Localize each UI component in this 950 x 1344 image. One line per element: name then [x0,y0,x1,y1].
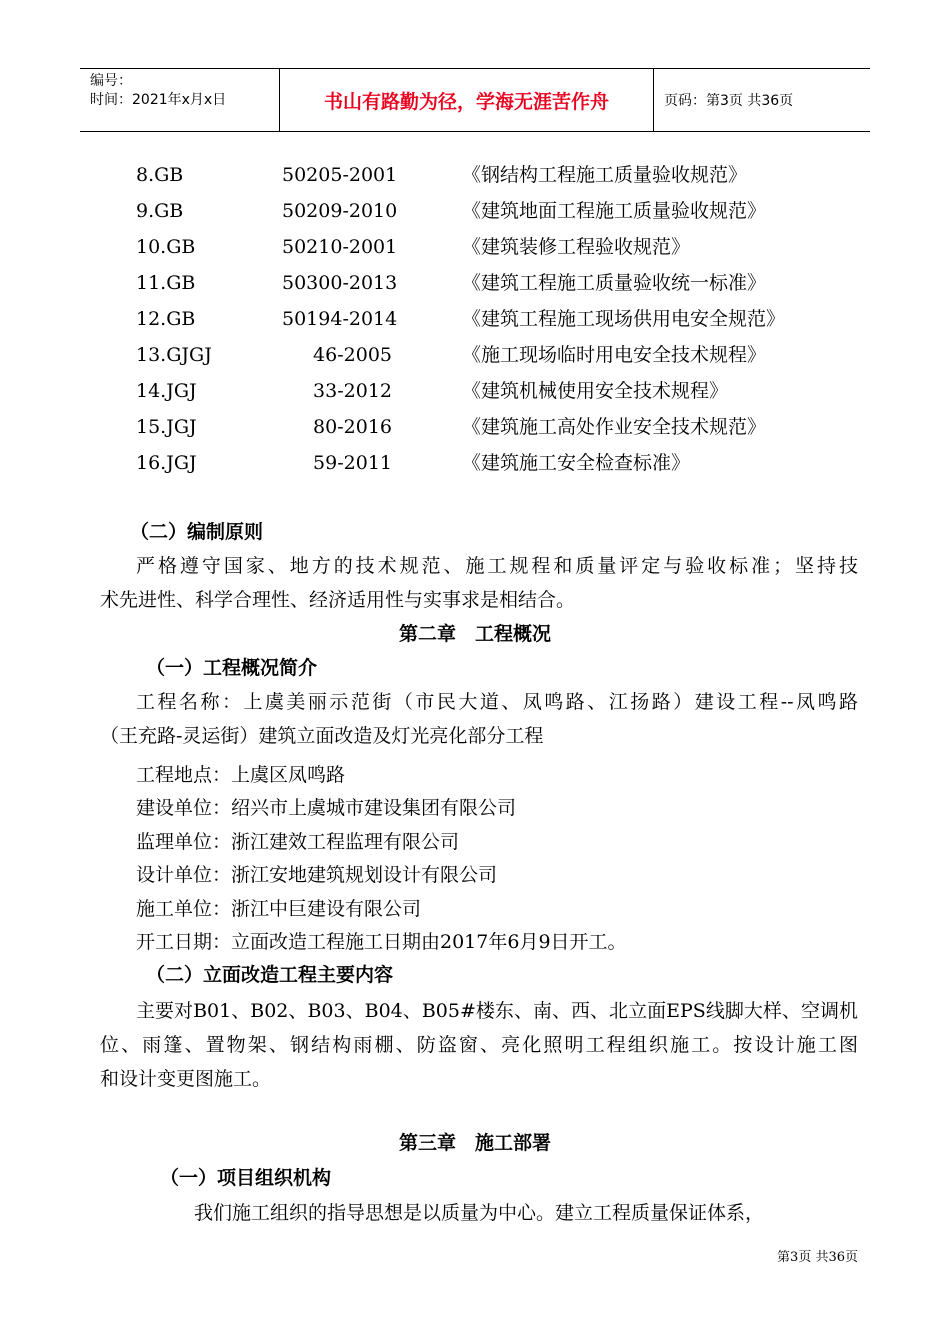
page-footer: 第3页 共36页 [777,1250,858,1265]
section-heading-content: （二）立面改造工程主要内容 [146,964,394,986]
principles-text-line: 术先进性、科学合理性、经济适用性与实事求是相结合。 [100,589,576,611]
standard-number: 50300-2013 [282,272,398,294]
standard-title: 《钢结构工程施工质量验收规范》 [462,164,748,186]
chapter-title: 第三章 施工部署 [398,1132,551,1154]
project-name-line: 工程名称：上虞美丽示范街（市民大道、凤鸣路、江扬路）建设工程--凤鸣路 [136,691,858,713]
project-contractor: 施工单位：浙江中巨建设有限公司 [136,898,422,920]
page-header [80,68,870,132]
organization-text-line: 我们施工组织的指导思想是以质量为中心。建立工程质量保证体系， [194,1202,765,1224]
standard-number: 50209-2010 [282,200,398,222]
chapter-title: 第二章 工程概况 [398,623,551,645]
standard-title: 《建筑装修工程验收规范》 [462,236,691,258]
standard-row [0,265,950,301]
standard-number: 33-2012 [313,380,392,402]
standard-code: 15.JGJ [136,416,197,438]
section-heading-principles: （二）编制原则 [130,521,264,543]
project-builder: 建设单位：绍兴市上虞城市建设集团有限公司 [136,797,517,819]
header-meta [80,69,280,131]
standard-code: 8.GB [136,164,184,186]
header-page: 页码：第3页 共36页 [664,93,794,109]
standard-row [0,301,950,337]
header-motto: 书山有路勤为径，学海无涯苦作舟 [280,69,654,131]
standard-title: 《建筑施工安全检查标准》 [462,452,691,474]
standard-title: 《建筑机械使用安全技术规程》 [462,380,729,402]
standard-row [0,337,950,373]
standard-title: 《建筑地面工程施工质量验收规范》 [462,200,767,222]
header-number: 编号： [90,73,132,89]
standard-number: 80-2016 [313,416,392,438]
standard-number: 50194-2014 [282,308,398,330]
standard-row [0,157,950,193]
standard-code: 9.GB [136,200,184,222]
standard-row [0,373,950,409]
project-name-line: （王充路-灵运街）建筑立面改造及灯光亮化部分工程 [100,725,544,747]
standard-code: 10.GB [136,236,196,258]
content-text-line: 和设计变更图施工。 [100,1068,272,1090]
standard-row [0,193,950,229]
standard-title: 《建筑工程施工现场供用电安全规范》 [462,308,786,330]
standard-number: 50210-2001 [282,236,398,258]
project-designer: 设计单位：浙江安地建筑规划设计有限公司 [136,864,498,886]
standard-code: 13.GJGJ [136,344,212,366]
standard-code: 14.JGJ [136,380,197,402]
content-text-line: 位、雨篷、置物架、钢结构雨棚、防盗窗、亮化照明工程组织施工。按设计施工图 [100,1034,858,1056]
standard-row [0,445,950,481]
project-location: 工程地点：上虞区凤鸣路 [136,764,346,786]
standard-number: 59-2011 [313,452,392,474]
standard-number: 46-2005 [313,344,392,366]
standard-code: 16.JGJ [136,452,197,474]
project-supervisor: 监理单位：浙江建效工程监理有限公司 [136,831,460,853]
content-text-line: 主要对B01、B02、B03、B04、B05#楼东、南、西、北立面EPS线脚大样、空调机 [136,1000,858,1022]
principles-text-line: 严格遵守国家、地方的技术规范、施工规程和质量评定与验收标准；坚持技 [136,555,858,577]
standard-title: 《建筑施工高处作业安全技术规范》 [462,416,767,438]
header-date: 时间：2021年x月x日 [90,92,227,108]
project-start-date: 开工日期：立面改造工程施工日期由2017年6月9日开工。 [136,931,627,953]
standard-code: 11.GB [136,272,196,294]
standard-code: 12.GB [136,308,196,330]
section-heading-overview: （一）工程概况简介 [146,657,318,679]
standard-title: 《建筑工程施工质量验收统一标准》 [462,272,767,294]
standard-number: 50205-2001 [282,164,398,186]
standard-row [0,229,950,265]
standard-row [0,409,950,445]
section-heading-organization: （一）项目组织机构 [160,1167,332,1189]
standard-title: 《施工现场临时用电安全技术规程》 [462,344,767,366]
